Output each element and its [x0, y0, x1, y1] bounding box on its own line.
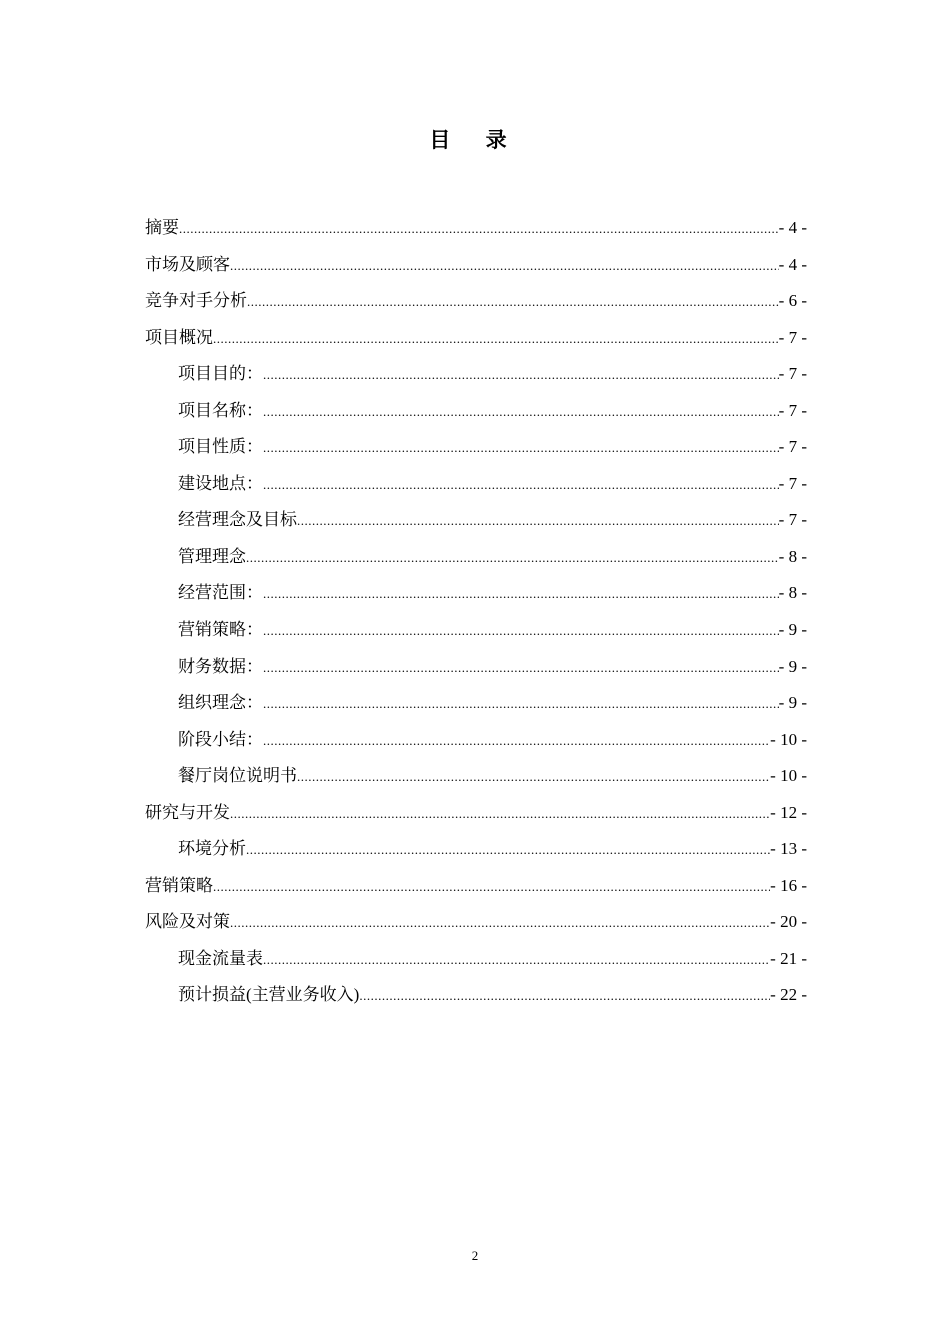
toc-entry-label: 营销策略	[145, 875, 213, 895]
toc-entry-label: 摘要	[145, 218, 179, 237]
toc-entry-label: 经营范围：	[178, 583, 263, 603]
toc-entry[interactable]	[145, 691, 807, 728]
toc-leader-dots	[297, 509, 779, 533]
toc-entry[interactable]	[145, 399, 807, 436]
toc-entry-page: - 8 -	[778, 583, 807, 603]
toc-entry[interactable]	[145, 910, 807, 947]
toc-entry[interactable]	[145, 618, 807, 655]
toc-entry[interactable]	[145, 983, 807, 1020]
toc-leader-dots	[230, 911, 770, 935]
toc-leader-dots	[230, 254, 779, 278]
toc-entry[interactable]	[145, 216, 807, 253]
toc-entry-page: - 9 -	[778, 693, 807, 713]
toc-entry-label: 研究与开发	[145, 802, 230, 822]
toc-entry[interactable]	[145, 581, 807, 618]
toc-leader-dots	[263, 363, 779, 387]
toc-leader-dots	[247, 290, 779, 314]
toc-entry-label: 营销策略：	[178, 620, 263, 640]
toc-leader-dots	[263, 582, 779, 606]
toc-entry-page: - 10 -	[770, 729, 807, 749]
toc-entry-page: - 21 -	[770, 948, 807, 968]
toc-entry-page: - 6 -	[778, 291, 807, 311]
toc-leader-dots	[213, 327, 779, 351]
toc-entry-page: - 4 -	[778, 218, 807, 237]
toc-entry[interactable]	[145, 326, 807, 363]
toc-entry-label: 建设地点：	[178, 473, 263, 493]
toc-entry-page: - 7 -	[778, 400, 807, 420]
toc-entry-label: 现金流量表	[178, 948, 263, 968]
toc-entry[interactable]	[145, 362, 807, 399]
toc-entry[interactable]	[145, 508, 807, 545]
toc-entry-label: 风险及对策	[145, 912, 230, 932]
toc-entry[interactable]	[145, 947, 807, 984]
toc-entry[interactable]	[145, 289, 807, 326]
toc-entry[interactable]	[145, 801, 807, 838]
toc-entry-label: 项目目的：	[178, 364, 263, 384]
toc-entry-page: - 8 -	[778, 546, 807, 566]
toc-entry[interactable]	[145, 472, 807, 509]
toc-leader-dots	[263, 729, 770, 753]
toc-entry-page: - 7 -	[778, 437, 807, 457]
table-of-contents	[145, 216, 807, 1020]
toc-entry[interactable]	[145, 545, 807, 582]
toc-entry-label: 餐厅岗位说明书	[178, 766, 297, 786]
toc-leader-dots	[297, 765, 770, 789]
toc-leader-dots	[179, 217, 779, 241]
toc-entry[interactable]	[145, 253, 807, 290]
toc-entry-page: - 7 -	[778, 510, 807, 530]
toc-entry-page: - 9 -	[778, 620, 807, 640]
toc-entry-label: 项目概况	[145, 327, 213, 347]
toc-leader-dots	[246, 838, 770, 862]
page-number: 2	[471, 1248, 479, 1263]
toc-entry[interactable]	[145, 728, 807, 765]
toc-entry-label: 阶段小结：	[178, 729, 263, 749]
toc-entry[interactable]	[145, 435, 807, 472]
toc-leader-dots	[263, 656, 779, 680]
toc-entry-label: 组织理念：	[178, 693, 263, 713]
toc-leader-dots	[359, 984, 770, 1008]
toc-entry[interactable]	[145, 764, 807, 801]
toc-leader-dots	[230, 802, 770, 826]
toc-entry-page: - 7 -	[778, 327, 807, 347]
toc-entry-page: - 10 -	[770, 766, 807, 786]
toc-entry-label: 经营理念及目标	[178, 510, 297, 530]
toc-entry-page: - 12 -	[770, 802, 807, 822]
toc-leader-dots	[263, 473, 779, 497]
toc-entry-page: - 16 -	[770, 875, 807, 895]
toc-entry-label: 项目名称：	[178, 400, 263, 420]
toc-entry-page: - 13 -	[770, 839, 807, 859]
toc-entry-page: - 4 -	[778, 254, 807, 274]
toc-entry-page: - 7 -	[778, 364, 807, 384]
toc-leader-dots	[263, 692, 779, 716]
toc-entry-page: - 20 -	[770, 912, 807, 932]
toc-leader-dots	[263, 619, 779, 643]
toc-entry-label: 竞争对手分析	[145, 291, 247, 311]
toc-leader-dots	[263, 400, 779, 424]
toc-entry-label: 管理理念	[178, 546, 246, 566]
toc-entry[interactable]	[145, 874, 807, 911]
toc-entry-label: 预计损益(主营业务收入)	[178, 985, 360, 1005]
toc-entry[interactable]	[145, 655, 807, 692]
toc-entry-label: 环境分析	[178, 839, 246, 859]
toc-entry-label: 市场及顾客	[145, 254, 230, 274]
toc-leader-dots	[246, 546, 779, 570]
toc-entry[interactable]	[145, 837, 807, 874]
toc-title: 目 录	[429, 127, 521, 152]
toc-entry-page: - 9 -	[778, 656, 807, 676]
toc-entry-label: 项目性质：	[178, 437, 263, 457]
toc-entry-page: - 22 -	[770, 985, 807, 1005]
toc-leader-dots	[213, 875, 770, 899]
toc-leader-dots	[263, 948, 770, 972]
toc-entry-label: 财务数据：	[178, 656, 263, 676]
toc-leader-dots	[263, 436, 779, 460]
toc-entry-page: - 7 -	[778, 473, 807, 493]
